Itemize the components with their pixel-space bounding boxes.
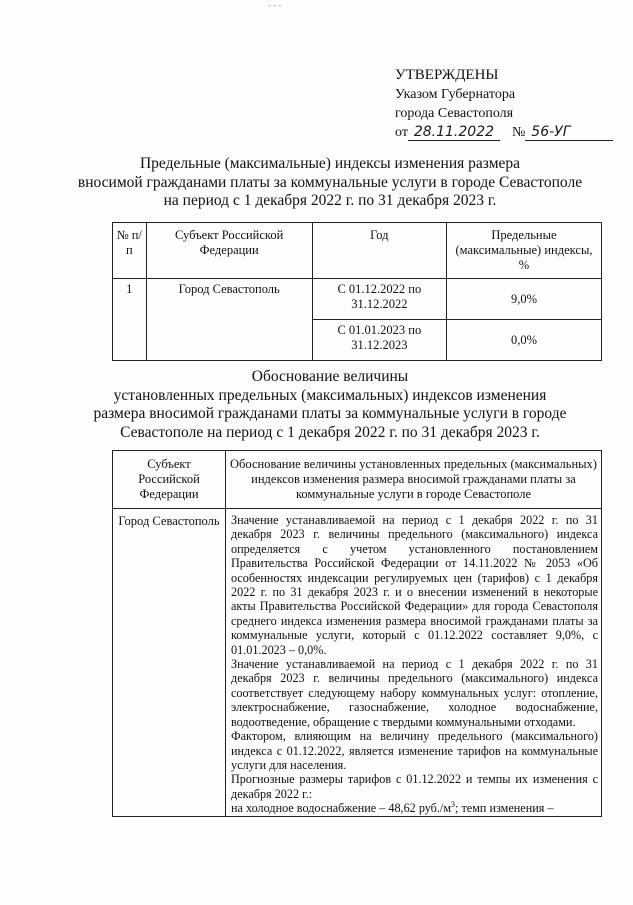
- justification-table: [112, 450, 602, 817]
- section2-title: [60, 368, 600, 442]
- table-row: [113, 509, 602, 817]
- header-subject: Субъект Российской Федерации: [113, 451, 226, 509]
- header-year: Год: [312, 223, 446, 279]
- section1-title-line: вносимой гражданами платы за коммунальные услуги в городе Севастополе: [77, 173, 583, 191]
- row-index: 9,0%: [446, 279, 601, 320]
- row-subject: Город Севастополь: [113, 509, 226, 817]
- section2-title-line: размера вносимой гражданами платы за коммунальные услуги в городе: [93, 405, 567, 422]
- indices-table: [112, 222, 602, 361]
- section2-title-line: Обоснование величины: [251, 368, 409, 385]
- approval-line-1: Указом Губернатора: [395, 87, 516, 102]
- row-period: С 01.12.2022 по 31.12.2022: [312, 279, 446, 320]
- number-prefix: №: [511, 125, 526, 140]
- approval-block: [395, 66, 615, 142]
- header-index: Предельные (максимальные) индексы, %: [446, 223, 601, 279]
- justification-paragraph: Значение устанавливаемой на период с 1 декабря 2022 г. по 31 декабря 2023 г. величины предельного (максимального) индекса определяется с учетом установленного постановлением Правительства Российской Федерации от 14.11.2022 № 2053 «Об особенностях индексации регулируемых цен (тарифов) с 1 декабря 2022 г. по 31 декабря 2023 г. и о внесении изменений в некоторые акты Правительства Российской Федерации» для города Севастополя среднего индекса изменения размера вносимой гражданами платы за коммунальные услуги, который с 01.12.2022 составляет 9,0%, с 01.01.2023 – 0,0%.: [231, 513, 598, 657]
- header-subject: Субъект Российской Федерации: [146, 223, 312, 279]
- justification-paragraph: Значение устанавливаемой на период с 1 декабря 2022 г. по 31 декабря 2023 г. величины предельного (максимального) индекса соответствует следующему набору коммунальных услуг: отопление, электроснабжение, газоснабжение, холодное водоснабжение, водоотведение, обращение с твердыми коммунальными отходами.: [231, 657, 598, 729]
- header-justification: Обоснование величины установленных предельных (максимальных) индексов изменения размера вносимой гражданами платы за коммунальные услуги в городе Севастополе: [226, 451, 602, 509]
- approval-line-2: города Севастополя: [395, 106, 514, 121]
- handwritten-number: 56-УГ: [525, 124, 613, 141]
- last-line-text: на холодное водоснабжение – 48,62 руб./м: [231, 801, 452, 816]
- row-subject: Город Севастополь: [146, 279, 312, 361]
- justification-paragraph: Фактором, влияющим на величину предельного (максимального) индекса с 01.12.2022, является изменение тарифов на коммунальные услуги для населения.: [231, 729, 598, 772]
- page-header-mark: - - -: [268, 0, 282, 10]
- row-period: С 01.01.2023 по 31.12.2023: [312, 320, 446, 361]
- section2-title-line: Севастополе на период с 1 декабря 2022 г. по 31 декабря 2023 г.: [120, 423, 540, 441]
- justification-last-line: [231, 801, 598, 815]
- approval-date-line: [395, 123, 615, 142]
- last-line-tail: ; темп изменения –: [455, 801, 554, 816]
- approval-title: УТВЕРЖДЕНЫ: [395, 67, 499, 83]
- last-line-superscript: 3: [451, 800, 456, 810]
- row-number: 1: [113, 279, 147, 361]
- row-justification: [226, 509, 602, 817]
- table-header-row: [113, 223, 602, 279]
- header-number: № п/п: [113, 223, 147, 279]
- row-index: 0,0%: [446, 320, 601, 361]
- section1-title-line: на период с 1 декабря 2022 г. по 31 декабря 2023 г.: [163, 192, 497, 209]
- handwritten-date: 28.11.2022: [408, 124, 500, 141]
- section1-title: [60, 155, 600, 211]
- section1-title-line: Предельные (максимальные) индексы изменения размера: [139, 155, 521, 172]
- table-header-row: [113, 451, 602, 509]
- section2-title-line: установленных предельных (максимальных) индексов изменения: [113, 386, 547, 404]
- table-row: [113, 279, 602, 320]
- date-prefix: от: [395, 125, 408, 140]
- justification-paragraph: Прогнозные размеры тарифов с 01.12.2022 и темпы их изменения с декабря 2022 г.:: [231, 772, 598, 801]
